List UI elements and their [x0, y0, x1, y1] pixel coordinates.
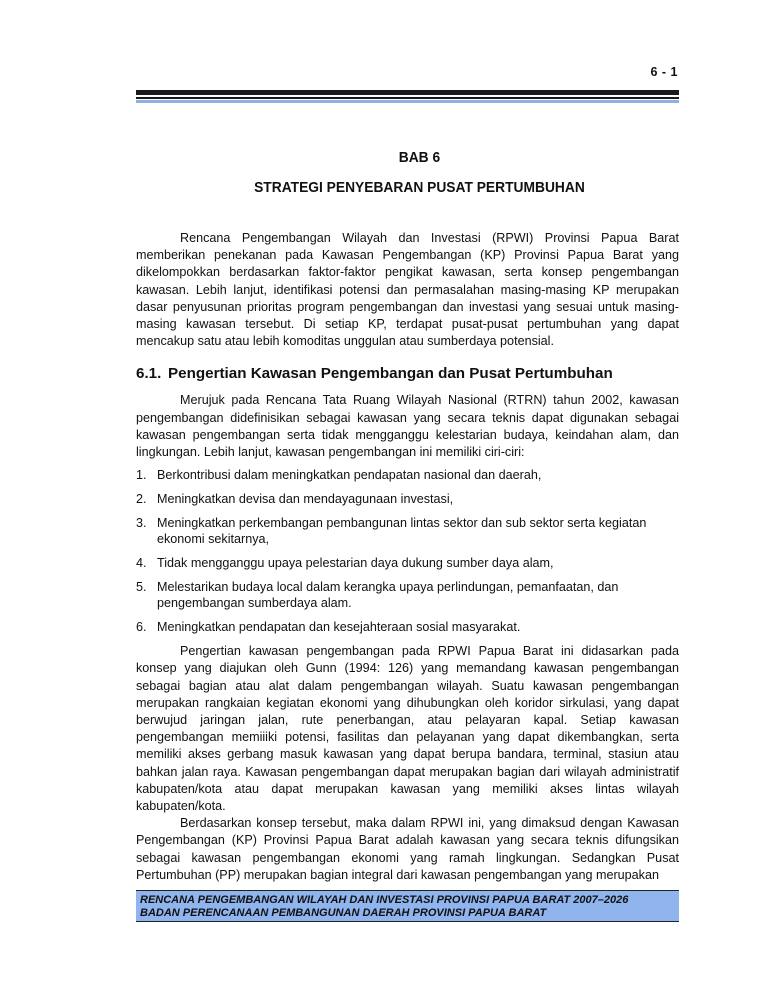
chapter-title: STRATEGI PENYEBARAN PUSAT PERTUMBUHAN	[254, 179, 585, 196]
list-item-number: 6.	[136, 620, 147, 635]
list-item-number: 4.	[136, 556, 147, 571]
list-item	[136, 619, 679, 635]
criteria-list	[136, 467, 679, 635]
section-title: Pengertian Kawasan Pengembangan dan Pusat Pertumbuhan	[168, 365, 613, 383]
footer-line-2: BADAN PERENCANAAN PEMBANGUNAN DAERAH PROVINSI PAPUA BARAT	[140, 907, 547, 919]
section-paragraph-3: Berdasarkan konsep tersebut, maka dalam RPWI ini, yang dimaksud dengan Kawasan Pengembangan (KP) Provinsi Papua Barat adalah kawasan yang secara teknis difungsikan sebagai kawasan pengembangan ekonomi yang ramah lingkungan. Sedangkan Pusat Pertumbuhan (PP) merupakan bagian integral dari kawasan pengembangan yang merupakan	[136, 816, 679, 882]
section-paragraph-1: Merujuk pada Rencana Tata Ruang Wilayah Nasional (RTRN) tahun 2002, kawasan pengembangan didefinisikan sebagai kawasan yang secara teknis dapat digunakan sebagai kawasan pengembangan serta tidak mengganggu kelestarian budaya, keindahan alam, dan lingkungan. Lebih lanjut, kawasan pengembangan ini memiliki ciri-ciri:	[136, 393, 679, 460]
list-item-number: 5.	[136, 580, 147, 595]
list-item-text: Meningkatkan pendapatan dan kesejahteraan sosial masyarakat.	[157, 620, 521, 635]
chapter-heading	[158, 148, 658, 198]
list-item-text: Meningkatkan devisa dan mendayagunaan investasi,	[157, 492, 454, 507]
header-rule	[136, 90, 679, 103]
document-body	[136, 230, 679, 884]
list-item-number: 2.	[136, 492, 147, 507]
list-item-number: 1.	[136, 468, 147, 483]
list-item-text: Melestarikan budaya local dalam kerangka upaya perlindungan, pemanfaatan, dan pengembangan sumberdaya alam.	[157, 580, 619, 611]
footer-line-1: RENCANA PENGEMBANGAN WILAYAH DAN INVESTASI PROVINSI PAPUA BARAT 2007–2026	[140, 894, 629, 906]
intro-paragraph: Rencana Pengembangan Wilayah dan Investasi (RPWI) Provinsi Papua Barat memberikan penekanan pada Kawasan Pengembangan (KP) Provinsi Papua Barat yang dikelompokkan berdasarkan faktor-faktor pengikat kawasan, serta konsep pengembangan kawasan. Lebih lanjut, identifikasi potensi dan permasalahan masing-masing KP merupakan dasar penyusunan prioritas program pengembangan dan investasi yang sesuai untuk masing-masing kawasan tersebut. Di setiap KP, terdapat pusat-pusat pertumbuhan yang dapat mencakup satu atau lebih komoditas unggulan atau sumberdaya potensial.	[136, 231, 679, 349]
section-paragraph-2: Pengertian kawasan pengembangan pada RPWI Papua Barat ini didasarkan pada konsep yang diajukan oleh Gunn (1994: 126) yang memandang kawasan pengembangan sebagai bagian atau alat dalam pengembangan wilayah. Suatu kawasan pengembangan merupakan rangkaian kegiatan ekonomi yang dihubungkan oleh koridor sirkulasi, yang dapat berwujud jaringan jalan, rute penerbangan, atau pelayaran kapal. Setiap kawasan pengembangan memiiiki potensi, fasilitas dan pelayanan yang dapat dikembangkan, serta memiliki akses gerbang masuk kawasan yang dapat berupa bandara, terminal, stasiun atau bahkan jalan raya. Kawasan pengembangan dapat merupakan bagian dari wilayah administratif kabupaten/kota atau dapat merupakan kawasan yang memiliki akses lintas wilayah kabupaten/kota.	[136, 644, 679, 814]
list-item	[136, 515, 679, 547]
list-item-text: Meningkatkan perkembangan pembangunan lintas sektor dan sub sektor serta kegiatan ekonomi sekitarnya,	[157, 516, 647, 547]
list-item-text: Tidak mengganggu upaya pelestarian daya dukung sumber daya alam,	[157, 556, 554, 571]
list-item-text: Berkontribusi dalam meningkatkan pendapatan nasional dan daerah,	[157, 468, 542, 483]
list-item	[136, 555, 679, 571]
section-number: 6.1.	[136, 365, 162, 383]
list-item	[136, 491, 679, 507]
list-item	[136, 467, 679, 483]
list-item	[136, 579, 679, 611]
chapter-label: BAB 6	[398, 149, 441, 166]
page-footer	[136, 890, 679, 922]
section-heading	[136, 364, 679, 384]
list-item-number: 3.	[136, 516, 147, 531]
page-number: 6 - 1	[650, 65, 678, 79]
